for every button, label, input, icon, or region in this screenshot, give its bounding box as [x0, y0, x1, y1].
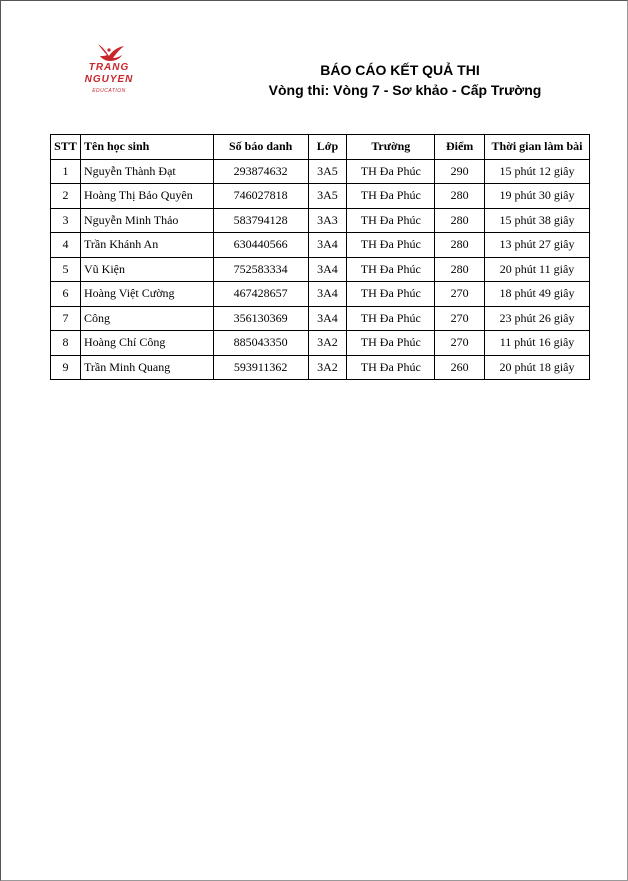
crane-icon: [76, 42, 142, 64]
cell-school: TH Đa Phúc: [347, 208, 435, 233]
cell-school: TH Đa Phúc: [347, 257, 435, 282]
cell-student-name: Công: [80, 306, 213, 331]
cell-stt: 2: [51, 184, 81, 209]
table-row: [51, 184, 590, 209]
table-row: [51, 355, 590, 380]
cell-score: 270: [435, 282, 485, 307]
header-candidate-number: Số báo danh: [213, 135, 308, 160]
cell-school: TH Đa Phúc: [347, 331, 435, 356]
cell-time: 11 phút 16 giây: [485, 331, 590, 356]
brand-line-3: EDUCATION: [92, 88, 126, 94]
cell-score: 280: [435, 233, 485, 258]
cell-student-name: Hoàng Chí Công: [80, 331, 213, 356]
trang-nguyen-logo: [76, 42, 142, 120]
cell-time: 13 phút 27 giây: [485, 233, 590, 258]
cell-school: TH Đa Phúc: [347, 233, 435, 258]
cell-score: 280: [435, 257, 485, 282]
cell-class: 3A4: [308, 306, 347, 331]
cell-stt: 3: [51, 208, 81, 233]
cell-student-name: Hoàng Thị Bảo Quyên: [80, 184, 213, 209]
cell-time: 23 phút 26 giây: [485, 306, 590, 331]
cell-score: 290: [435, 159, 485, 184]
cell-class: 3A4: [308, 233, 347, 258]
table-row: [51, 257, 590, 282]
cell-student-name: Hoàng Việt Cường: [80, 282, 213, 307]
cell-time: 18 phút 49 giây: [485, 282, 590, 307]
cell-score: 260: [435, 355, 485, 380]
report-title: BÁO CÁO KẾT QUẢ THI: [320, 62, 480, 78]
cell-school: TH Đa Phúc: [347, 306, 435, 331]
cell-candidate-number: 630440566: [213, 233, 308, 258]
cell-class: 3A3: [308, 208, 347, 233]
brand-line-1: TRANG: [88, 62, 130, 73]
cell-candidate-number: 885043350: [213, 331, 308, 356]
cell-candidate-number: 467428657: [213, 282, 308, 307]
table-row: [51, 233, 590, 258]
table-row: [51, 331, 590, 356]
cell-score: 270: [435, 331, 485, 356]
header-school: Trường: [347, 135, 435, 160]
cell-school: TH Đa Phúc: [347, 184, 435, 209]
cell-candidate-number: 583794128: [213, 208, 308, 233]
results-table: [50, 134, 590, 380]
cell-school: TH Đa Phúc: [347, 159, 435, 184]
cell-time: 20 phút 11 giây: [485, 257, 590, 282]
table-row: [51, 282, 590, 307]
report-subtitle: Vòng thi: Vòng 7 - Sơ khảo - Cấp Trường: [268, 82, 542, 98]
cell-class: 3A5: [308, 159, 347, 184]
table-row: [51, 208, 590, 233]
cell-student-name: Vũ Kiện: [80, 257, 213, 282]
header-time: Thời gian làm bài: [485, 135, 590, 160]
cell-stt: 1: [51, 159, 81, 184]
cell-score: 280: [435, 184, 485, 209]
header-class: Lớp: [308, 135, 347, 160]
cell-class: 3A2: [308, 331, 347, 356]
header-student-name: Tên học sinh: [80, 135, 213, 160]
cell-student-name: Trần Khánh An: [80, 233, 213, 258]
cell-score: 280: [435, 208, 485, 233]
cell-score: 270: [435, 306, 485, 331]
table-row: [51, 306, 590, 331]
cell-stt: 7: [51, 306, 81, 331]
cell-time: 20 phút 18 giây: [485, 355, 590, 380]
cell-stt: 8: [51, 331, 81, 356]
cell-time: 15 phút 12 giây: [485, 159, 590, 184]
table-row: [51, 159, 590, 184]
header-stt: STT: [51, 135, 81, 160]
cell-class: 3A4: [308, 282, 347, 307]
header-score: Điểm: [435, 135, 485, 160]
cell-stt: 4: [51, 233, 81, 258]
cell-candidate-number: 752583334: [213, 257, 308, 282]
cell-class: 3A5: [308, 184, 347, 209]
cell-stt: 6: [51, 282, 81, 307]
cell-time: 19 phút 30 giây: [485, 184, 590, 209]
cell-student-name: Trần Minh Quang: [80, 355, 213, 380]
cell-stt: 9: [51, 355, 81, 380]
brand-line-2: NGUYEN: [84, 74, 134, 85]
cell-class: 3A2: [308, 355, 347, 380]
cell-stt: 5: [51, 257, 81, 282]
cell-candidate-number: 746027818: [213, 184, 308, 209]
cell-student-name: Nguyễn Thành Đạt: [80, 159, 213, 184]
cell-school: TH Đa Phúc: [347, 355, 435, 380]
table-header-row: [51, 135, 590, 160]
cell-school: TH Đa Phúc: [347, 282, 435, 307]
cell-time: 15 phút 38 giây: [485, 208, 590, 233]
cell-class: 3A4: [308, 257, 347, 282]
cell-candidate-number: 593911362: [213, 355, 308, 380]
cell-candidate-number: 293874632: [213, 159, 308, 184]
cell-student-name: Nguyễn Minh Thảo: [80, 208, 213, 233]
cell-candidate-number: 356130369: [213, 306, 308, 331]
